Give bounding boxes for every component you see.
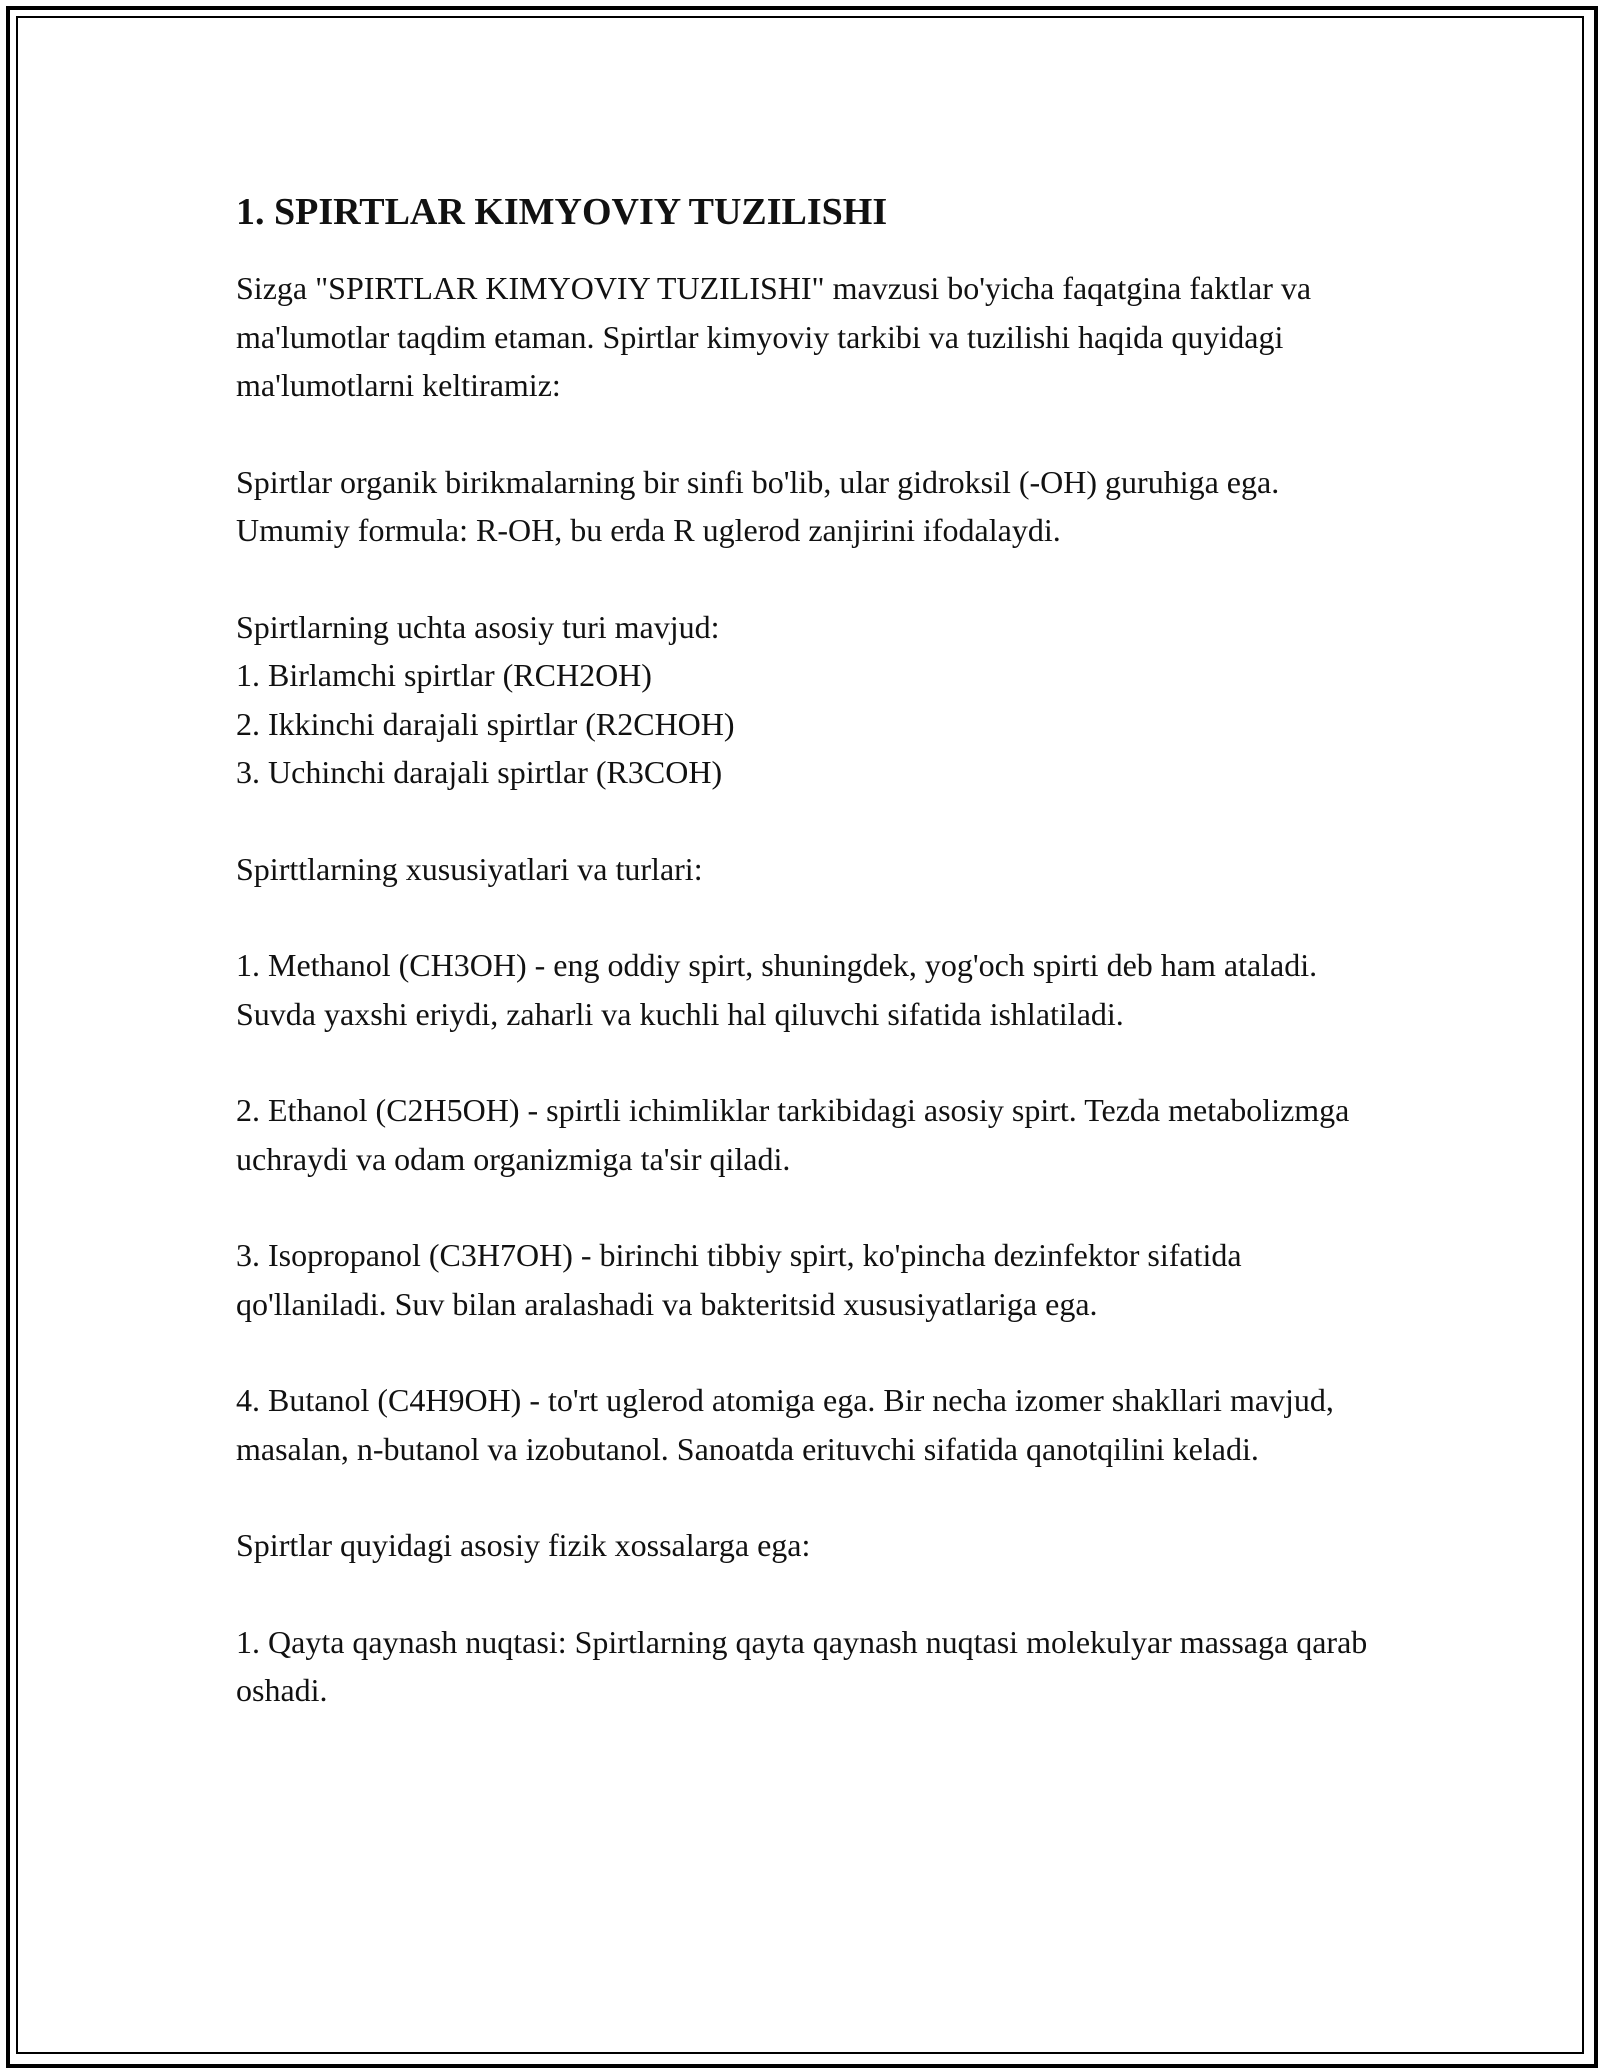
paragraph-isopropanol: 3. Isopropanol (C3H7OH) - birinchi tibbiy spirt, ko'pincha dezinfektor sifatida qo'llaniladi. Suv bilan aralashadi va bakteritsid xususiyatlariga ega.: [236, 1237, 1242, 1322]
paragraph-boiling-point: 1. Qayta qaynash nuqtasi: Spirtlarning qayta qaynash nuqtasi molekulyar massaga qarab oshadi.: [236, 1623, 1368, 1708]
paragraph-butanol: 4. Butanol (C4H9OH) - to'rt uglerod atomiga ega. Bir necha izomer shakllari mavjud, masalan, n-butanol va izobutanol. Sanoatda erituvchi sifatida qanotqilini keladi.: [236, 1382, 1334, 1467]
paragraph-intro: Sizga "SPIRTLAR KIMYOVIY TUZILISHI" mavzusi bo'yicha faqatgina faktlar va ma'lumotlar taqdim etaman. Spirtlar kimyoviy tarkibi va tuzilishi haqida quyidagi ma'lumotlarni keltiramiz:: [236, 270, 1312, 403]
paragraph-methanol: 1. Methanol (CH3OH) - eng oddiy spirt, shuningdek, yog'och spirti deb ham ataladi. Suvda yaxshi eriydi, zaharli va kuchli hal qiluvchi sifatida ishlatiladi.: [236, 947, 1318, 1032]
paragraph-ethanol: 2. Ethanol (C2H5OH) - spirtli ichimliklar tarkibidagi asosiy spirt. Tezda metabolizmga uchraydi va odam organizmiga ta'sir qiladi.: [236, 1092, 1350, 1177]
document-title: 1. SPIRTLAR KIMYOVIY TUZILISHI: [236, 191, 888, 233]
document-body: [236, 186, 1386, 1763]
paragraph-properties-heading: Spirttlarning xususiyatlari va turlari:: [236, 850, 703, 887]
paragraph-definition: Spirtlar organik birikmalarning bir sinfi bo'lib, ular gidroksil (-OH) guruhiga ega. Umumiy formula: R-OH, bu erda R uglerod zanjirini ifodalaydi.: [236, 463, 1280, 548]
paragraph-types-list: Spirtlarning uchta asosiy turi mavjud: 1. Birlamchi spirtlar (RCH2OH) 2. Ikkinchi darajali spirtlar (R2CHOH) 3. Uchinchi darajali spirtlar (R3COH): [236, 608, 735, 790]
paragraph-physical-heading: Spirtlar quyidagi asosiy fizik xossalarga ega:: [236, 1527, 811, 1563]
